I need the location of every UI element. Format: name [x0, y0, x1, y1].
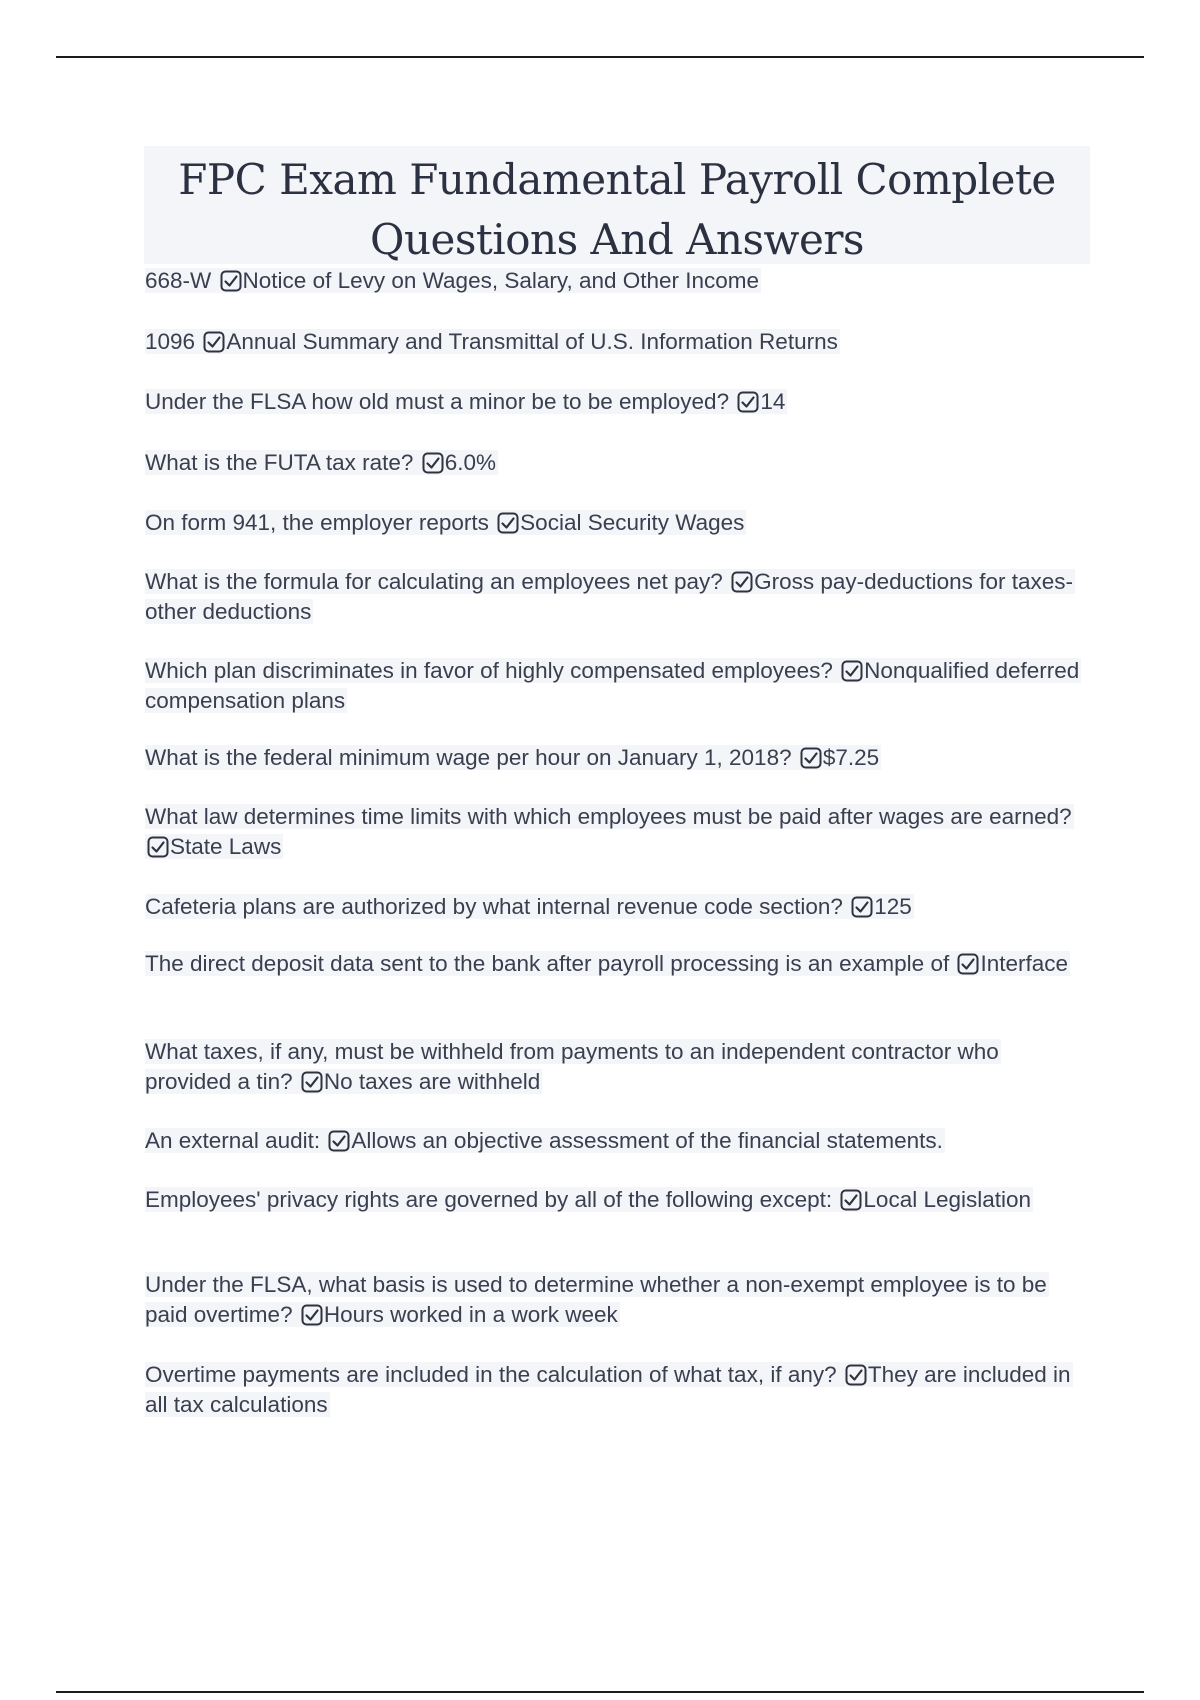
- qa-item: [145, 1360, 1085, 1420]
- qa-item: [145, 567, 1085, 627]
- question-text: What law determines time limits with which employees must be paid after wages are earned?: [145, 804, 1072, 829]
- checkbox-checked-icon: [731, 571, 753, 593]
- qa-item: [145, 1270, 1085, 1330]
- qa-item: [145, 743, 1085, 773]
- qa-item: [145, 266, 1085, 296]
- checkbox-checked-icon: [845, 1364, 867, 1386]
- qa-item: [145, 508, 1085, 538]
- checkbox-checked-icon: [840, 1189, 862, 1211]
- question-text: What is the federal minimum wage per hour on January 1, 2018?: [145, 745, 792, 770]
- checkbox-checked-icon: [851, 896, 873, 918]
- answer-text: No taxes are withheld: [323, 1069, 541, 1094]
- question-text: The direct deposit data sent to the bank after payroll processing is an example of: [145, 951, 950, 976]
- question-text: What is the FUTA tax rate?: [145, 450, 414, 475]
- answer-text: 6.0%: [444, 450, 496, 475]
- checkbox-checked-icon: [220, 270, 242, 292]
- question-text: Under the FLSA, what basis is used to determine whether a non-exempt employee is to be paid overtime?: [145, 1272, 1047, 1327]
- checkbox-checked-icon: [301, 1071, 323, 1093]
- question-text: Which plan discriminates in favor of highly compensated employees?: [145, 658, 833, 683]
- question-text: On form 941, the employer reports: [145, 510, 489, 535]
- question-text: An external audit:: [145, 1128, 321, 1153]
- qa-item: [145, 1126, 1085, 1156]
- checkbox-checked-icon: [301, 1304, 323, 1326]
- checkbox-checked-icon: [841, 660, 863, 682]
- question-text: What taxes, if any, must be withheld from payments to an independent contractor who provided a tin?: [145, 1039, 999, 1094]
- qa-item: [145, 327, 1085, 357]
- checkbox-checked-icon: [422, 452, 444, 474]
- answer-text: 125: [874, 894, 912, 919]
- checkbox-checked-icon: [737, 391, 759, 413]
- qa-item: [145, 1037, 1085, 1097]
- document-title: FPC Exam Fundamental Payroll Complete Questions And Answers: [178, 155, 1056, 264]
- checkbox-checked-icon: [147, 836, 169, 858]
- checkbox-checked-icon: [957, 953, 979, 975]
- question-text: What is the formula for calculating an employees net pay?: [145, 569, 723, 594]
- qa-item: [145, 656, 1085, 716]
- answer-text: 14: [760, 389, 786, 414]
- qa-item: [145, 892, 1085, 922]
- qa-item: [145, 387, 1085, 417]
- qa-item: [145, 1185, 1085, 1215]
- question-text: 668-W: [145, 268, 212, 293]
- question-text: Overtime payments are included in the calculation of what tax, if any?: [145, 1362, 837, 1387]
- qa-item: [145, 802, 1085, 862]
- answer-text: Social Security Wages: [520, 510, 745, 535]
- answer-text: Hours worked in a work week: [323, 1302, 618, 1327]
- qa-item: [145, 448, 1085, 478]
- answer-text: $7.25: [822, 745, 880, 770]
- top-rule: [56, 56, 1144, 58]
- title-block: [144, 146, 1090, 264]
- question-text: Under the FLSA how old must a minor be to be employed?: [145, 389, 730, 414]
- answer-text: Annual Summary and Transmittal of U.S. Information Returns: [226, 329, 838, 354]
- qa-item: [145, 949, 1085, 979]
- checkbox-checked-icon: [203, 331, 225, 353]
- answer-text: Gross pay-deductions for taxes- other deductions: [145, 569, 1073, 624]
- question-text: 1096: [145, 329, 196, 354]
- question-text: Employees' privacy rights are governed by all of the following except:: [145, 1187, 833, 1212]
- answer-text: Interface: [980, 951, 1069, 976]
- bottom-rule: [56, 1691, 1144, 1693]
- answer-text: They are included in all tax calculations: [145, 1362, 1071, 1417]
- checkbox-checked-icon: [800, 747, 822, 769]
- answer-text: Allows an objective assessment of the financial statements.: [351, 1128, 943, 1153]
- checkbox-checked-icon: [497, 512, 519, 534]
- answer-text: Nonqualified deferred compensation plans: [145, 658, 1080, 713]
- answer-text: State Laws: [170, 834, 282, 859]
- checkbox-checked-icon: [328, 1130, 350, 1152]
- answer-text: Notice of Levy on Wages, Salary, and Other Income: [242, 268, 760, 293]
- answer-text: Local Legislation: [863, 1187, 1032, 1212]
- question-text: Cafeteria plans are authorized by what internal revenue code section?: [145, 894, 843, 919]
